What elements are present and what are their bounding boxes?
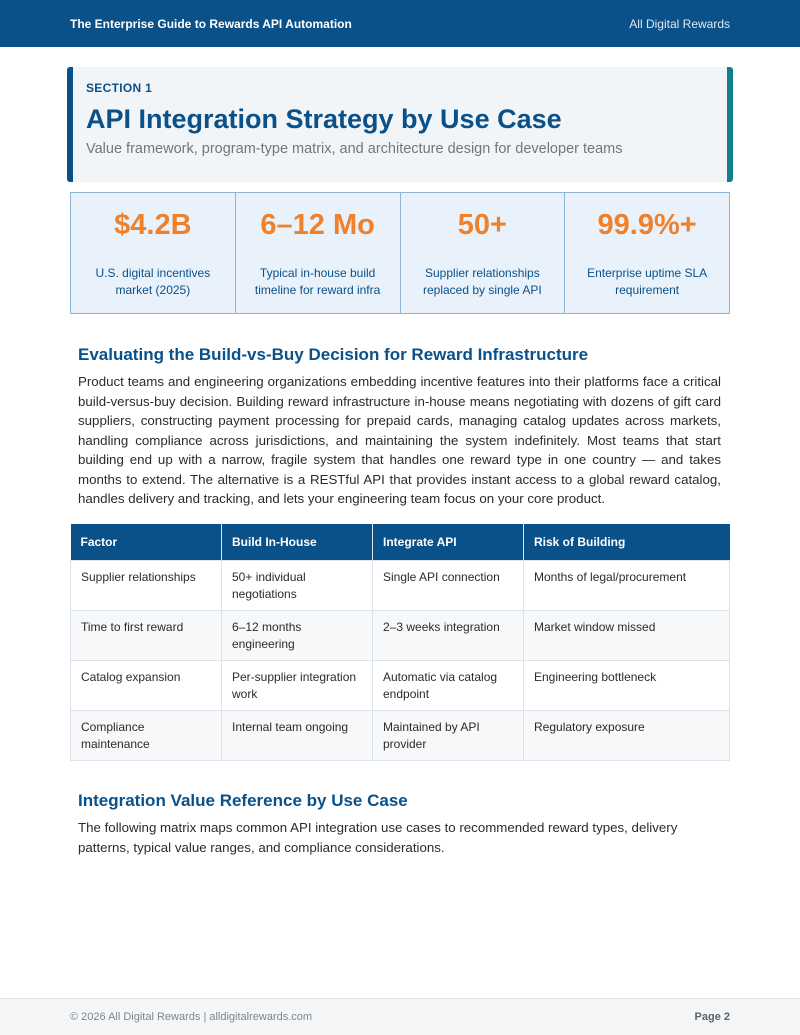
table-row: [71, 660, 730, 710]
column-header: Build In-House: [222, 524, 373, 560]
column-header: Factor: [71, 524, 222, 560]
brand-name: All Digital Rewards: [629, 16, 730, 31]
stat-value: 99.9%+: [597, 209, 697, 241]
table-cell: 50+ individual negotiations: [222, 560, 373, 610]
page-footer: [0, 998, 800, 1035]
stat-label: Enterprise uptime SLA requirement: [587, 266, 708, 297]
value-reference-heading: Integration Value Reference by Use Case: [78, 791, 408, 810]
stat-value: $4.2B: [114, 209, 192, 241]
stat-card: [565, 193, 729, 313]
table-cell: Single API connection: [373, 560, 524, 610]
table-cell: Automatic via catalog endpoint: [373, 660, 524, 710]
table-cell: Per-supplier integration work: [222, 660, 373, 710]
section-header: [67, 67, 733, 182]
table-cell: 6–12 months engineering: [222, 610, 373, 660]
stat-value: 50+: [457, 209, 507, 241]
stat-card: [71, 193, 236, 313]
section-title: API Integration Strategy by Use Case: [86, 104, 562, 134]
section-kicker: SECTION 1: [86, 81, 153, 95]
table-cell: Engineering bottleneck: [524, 660, 730, 710]
table-row: [71, 610, 730, 660]
table-cell: Supplier relationships: [71, 560, 222, 610]
table-cell: Time to first reward: [71, 610, 222, 660]
table-cell: Catalog expansion: [71, 660, 222, 710]
document-title: The Enterprise Guide to Rewards API Automation: [70, 16, 352, 31]
build-vs-buy-paragraph: Product teams and engineering organizations embedding incentive features into their platforms face a critical build-versus-buy decision. Building reward infrastructure in-house means negotiating with dozens of gift card suppliers, constructing payment processing for prepaid cards, managing catalog updates across markets, handling compliance across jurisdictions, and maintaining the system indefinitely. Most teams that start building end up with a narrow, fragile system that handles one reward type in one country — and takes months to extend. The alternative is a RESTful API that provides instant access to a global reward catalog, handles delivery and tracking, and lets your engineering team focus on your core product.: [78, 374, 721, 506]
build-vs-buy-heading: Evaluating the Build-vs-Buy Decision for Reward Infrastructure: [78, 345, 589, 364]
table-cell: Months of legal/procurement: [524, 560, 730, 610]
stat-label: U.S. digital incentives market (2025): [95, 266, 211, 297]
table-header-row: [71, 524, 730, 560]
table-cell: 2–3 weeks integration: [373, 610, 524, 660]
footer-copyright: © 2026 All Digital Rewards | alldigitalrewards.com: [70, 1011, 313, 1023]
table-cell: Regulatory exposure: [524, 710, 730, 760]
page-number: Page 2: [694, 1011, 730, 1023]
stats-panel: [70, 192, 730, 314]
stat-label: Supplier relationships replaced by single API: [423, 266, 542, 297]
table-cell: Internal team ongoing: [222, 710, 373, 760]
header-bar: [0, 0, 800, 47]
comparison-table: [70, 524, 730, 761]
table-row: [71, 710, 730, 760]
table-row: [71, 560, 730, 610]
table-cell: Maintained by API provider: [373, 710, 524, 760]
column-header: Integrate API: [373, 524, 524, 560]
stat-card: [236, 193, 401, 313]
table-cell: Compliance maintenance: [71, 710, 222, 760]
table-cell: Market window missed: [524, 610, 730, 660]
stat-value: 6–12 Mo: [260, 209, 375, 241]
column-header: Risk of Building: [524, 524, 730, 560]
stat-card: [401, 193, 566, 313]
section-subtitle: Value framework, program-type matrix, and architecture design for developer teams: [86, 141, 623, 157]
value-reference-paragraph: The following matrix maps common API integration use cases to recommended reward types, delivery patterns, typical value ranges, and compliance considerations.: [78, 820, 678, 855]
stat-label: Typical in-house build timeline for reward infra: [254, 266, 381, 297]
